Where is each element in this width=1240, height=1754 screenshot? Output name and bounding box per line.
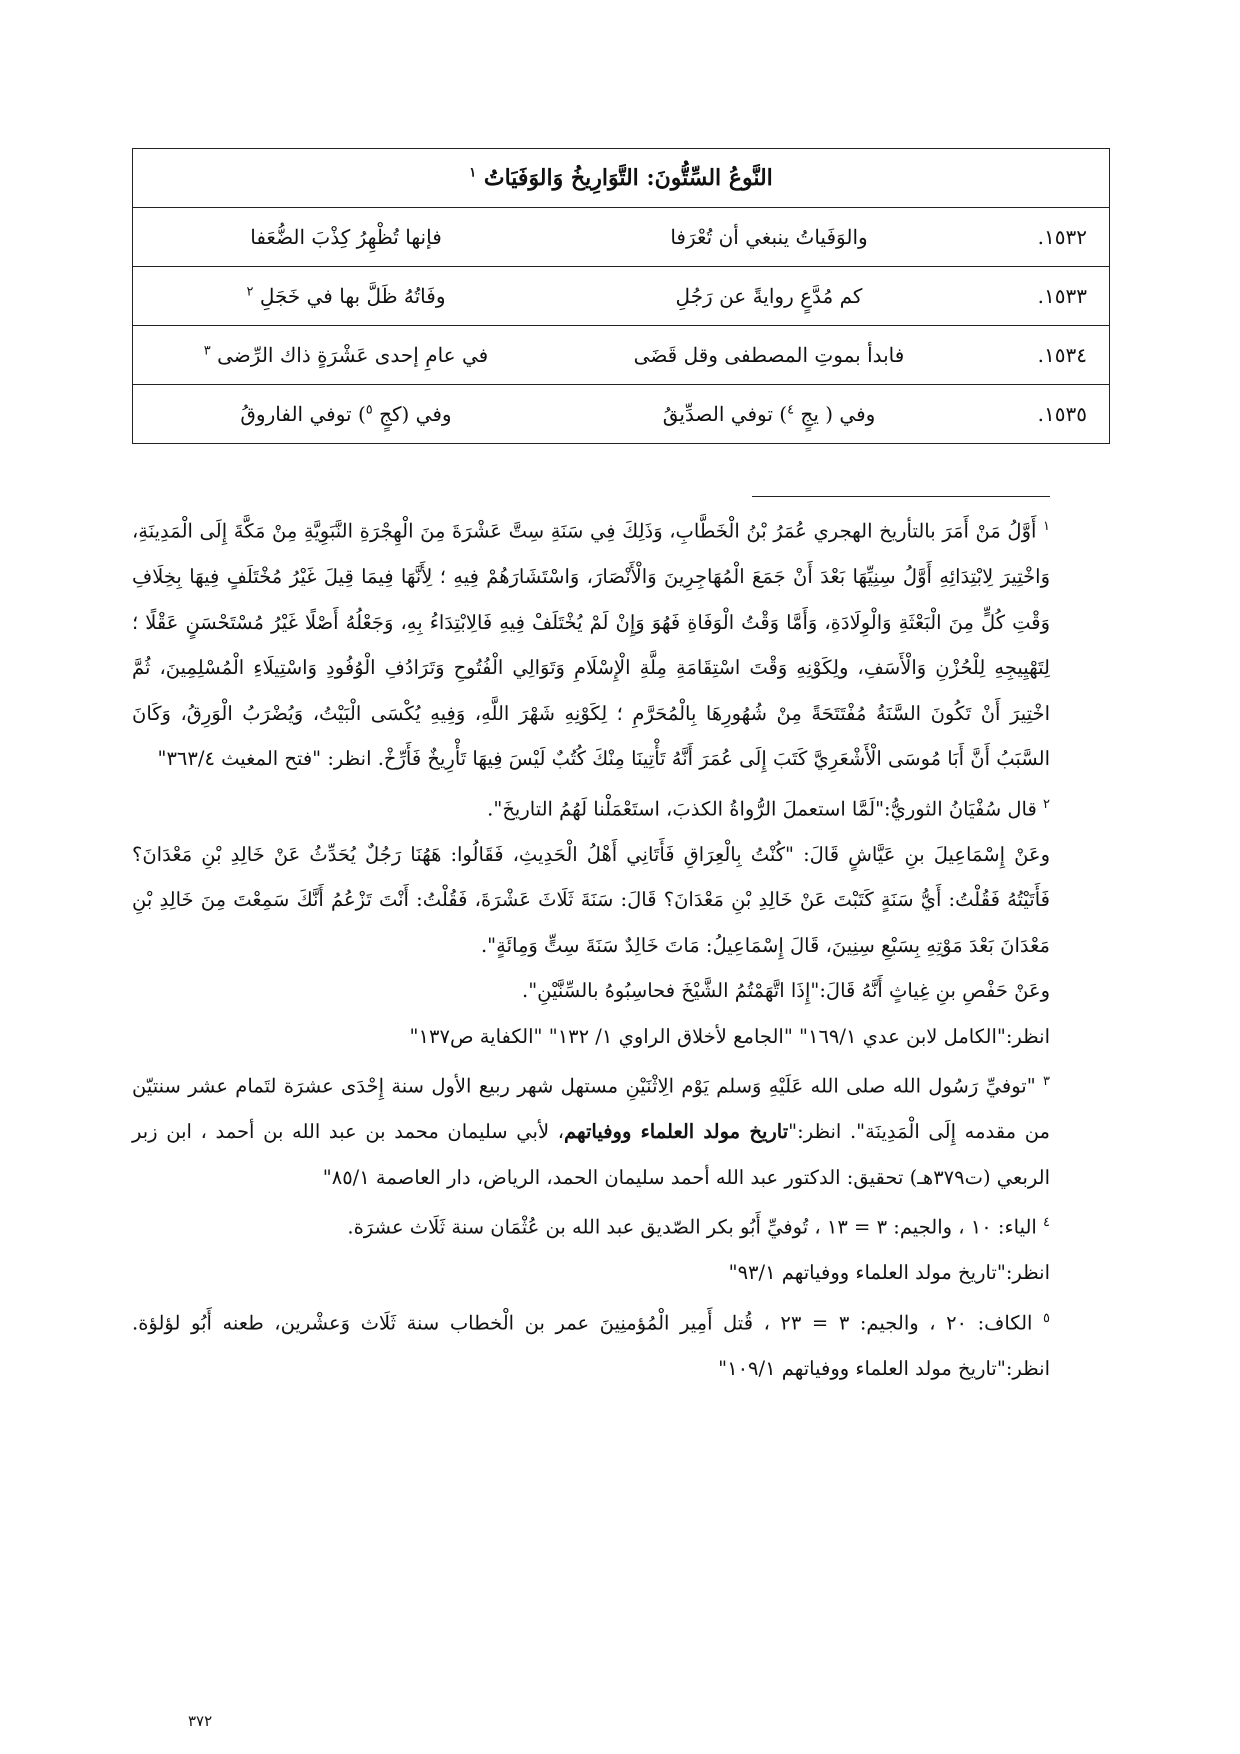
hemistich-part: وفي ( يجٍ (800, 402, 876, 426)
footnote-3 (132, 1059, 1050, 1200)
footnote-separator (752, 496, 1050, 497)
hemistich-part: ) توفي الصدِّيقُ (662, 402, 788, 426)
hemistich-text: وفَاتُهُ ظَلَّ بها في خَجَلِ (259, 284, 446, 308)
footnote-mark: ١ (1043, 519, 1050, 534)
verse-first-hemistich: فابدأ بموتِ المصطفى وقل قَضَى (633, 343, 905, 367)
footnote-text: الياء: ١٠ ، والجيم: ٣ = ١٣ ، تُوفيِّ أَبُو بكر الصّديق عبد الله بن عُثْمَان سنة ثَلَاث عشرَة. (347, 1215, 1037, 1239)
footnote-text: أَوَّلُ مَنْ أَمَرَ بالتأريخ الهجري عُمَرُ بْنُ الْخَطَّابِ، وَذَلِكَ فِي سَنَةِ سِتَّ عَشْرَةَ مِنَ الْهِجْرَةِ النَّبَوِيَّةِ مِنْ مَكَّةَ إِلَى الْمَدِينَةِ، وَاخْتِيرَ لِابْتِدَائِهِ أَوَّلُ سِنِيِّهَا بَعْدَ أَنْ جَمَعَ الْمُهَاجِرِينَ وَالْأَنْصَارَ، وَاسْتَشَارَهُمْ فِيهِ ؛ لِأَنَّهَا فِيمَا قِيلَ غَيْرُ مُخْتَلَفٍ فِيهَا بِخِلَافِ وَقْتِ كُلٍّ مِنَ الْبَعْثَةِ وَالْوِلَادَةِ، وَأَمَّا وَقْتُ الْوَفَاةِ فَهُوَ وَإِنْ لَمْ يُخْتَلَفْ فِيهِ فَالِابْتِدَاءُ بِهِ، وَجَعْلُهُ أَصْلًا غَيْرُ مُسْتَحْسَنٍ عَقْلًا ؛ لِتَهْيِيجِهِ لِلْحُزْنِ وَالْأَسَفِ، ولِكَوْنِهِ وَقْتَ اسْتِقَامَةِ مِلَّةِ الْإِسْلَامِ وَتَوَالِي الْفُتُوحِ وَتَرَادُفِ الْوُفُودِ وَاسْتِيلَاءِ الْمُسْلِمِينَ، ثُمَّ اخْتِيرَ أَنْ تَكُونَ السَّنَةُ مُفْتَتَحَةً مِنْ شُهُورِهَا بِالْمُحَرَّمِ ؛ لِكَوْنِهِ شَهْرَ اللَّهِ، وَفِيهِ يُكْسَى الْبَيْتُ، وَيُضْرَبُ الْوَرِقُ، وَكَانَ السَّبَبُ أَنَّ أَبَا مُوسَى الْأَشْعَرِيَّ كَتَبَ إِلَى عُمَرَ أَنَّهُ تَأْتِينَا مِنْكَ كُتُبٌ لَيْسَ فِيهَا تَأْرِيخٌ فَأَرِّخْ. انظر: "فتح المغيث ٣٦٣/٤" (132, 519, 1050, 770)
verse-first-hemistich (559, 402, 979, 426)
verse-number: ١٥٣٥. (1037, 402, 1087, 426)
hemistich-part: ) توفي الفاروقُ (240, 402, 366, 426)
footnote-text: الكاف: ٢٠ ، والجيم: ٣ = ٢٣ ، قُتل أَمِير الْمُؤمنِينَ عمر بن الْخطاب سنة ثَلَاث وَعشْرين، طعنه أَبُو لؤلؤة. انظر:"تاريخ مولد العلماء ووفياتهم ١٠٩/١" (132, 1311, 1050, 1380)
table-row (133, 385, 1110, 444)
poem-table (132, 148, 1110, 444)
hemistich-text: في عامِ إحدى عَشْرَةٍ ذاك الرِّضى (217, 343, 489, 367)
verse-second-hemistich (133, 343, 559, 367)
footnote-ref: ٢ (246, 284, 254, 300)
footnote-ref: ٥ (365, 402, 373, 418)
footnote-text: قال سُفْيَانُ الثوريُّ:"لَمَّا استعملَ الرُّواةُ الكذبَ، استَعْمَلْنا لَهُمُ التاريخَ". (487, 797, 1037, 820)
footnote-mark: ٢ (1043, 796, 1050, 812)
footnote-2 (132, 782, 1050, 832)
table-heading-row (133, 149, 1110, 208)
footnote-mark: ٣ (1043, 1074, 1050, 1089)
book-title: تاريخ مولد العلماء ووفياتهم (564, 1120, 789, 1143)
footnote-mark: ٤ (1043, 1215, 1050, 1230)
footnote-2-para: وعَنْ حَفْصِ بنِ غِياثٍ أَنَّهُ قَالَ:"إِذَا اتَّهَمْتُمُ الشَّيْخَ فحاسِبُوهُ بالسِّنَّيْنِ". (522, 979, 1050, 1002)
footnote-ref: ٣ (203, 343, 211, 359)
verse-number: ١٥٣٤. (1037, 343, 1087, 367)
heading-footnote-ref: ١ (469, 165, 477, 181)
page-number: ٣٧٢ (188, 1712, 213, 1730)
verse-number: ١٥٣٣. (1037, 284, 1087, 308)
footnotes (132, 504, 1050, 1391)
heading-text: النَّوعُ السِّتُّونَ: التَّوَارِيخُ وَالوَفَيَاتُ (483, 165, 773, 191)
table-row (133, 267, 1110, 326)
footnote-text: "توفيِّ رَسُول الله صلى الله عَلَيْهِ وَسلم يَوْم الِاثْنَيْنِ مستهل شهر ربيع الأول سنة إِحْدَى عشرَة لتَمام عشر سنتيّن من مقدمه إِلَى الْمَدِينَة". انظر:" (132, 1074, 1051, 1143)
table-row (133, 208, 1110, 267)
footnote-5 (132, 1296, 1050, 1392)
hemistich-part: وفي (كجٍ (379, 402, 452, 426)
verse-second-hemistich (133, 402, 559, 426)
footnote-1 (132, 504, 1050, 782)
footnote-mark: ٥ (1043, 1310, 1050, 1326)
footnote-2-para: انظر:"الكامل لابن عدي ١٦٩/١" "الجامع لأخلاق الراوي ١/ ١٣٢" "الكفاية ص١٣٧" (409, 1024, 1050, 1048)
verse-first-hemistich: والوَفَياتُ ينبغي أن تُعْرَفا (670, 225, 868, 249)
section-heading (133, 149, 1110, 208)
verse-first-hemistich: كم مُدَّعٍ روايةً عن رَجُلِ (675, 284, 863, 308)
footnote-text: ، لأبي سليمان محمد بن عبد الله بن أحمد ، ابن زبر الربعي (ت٣٧٩هـ) تحقيق: الدكتور عبد الله أحمد سليمان الحمد، الرياض، دار العاصمة ٨٥/١" (132, 1120, 1050, 1189)
verse-second-hemistich: فإنها تُظْهِرُ كِذْبَ الضُّعَفا (250, 225, 442, 249)
footnote-ref: ٤ (787, 402, 795, 418)
verse-number: ١٥٣٢. (1037, 225, 1087, 249)
verse-second-hemistich (133, 284, 559, 308)
footnote-2-para: وعَنْ إِسْمَاعِيلَ بنِ عَيَّاشٍ قَالَ: "كُنْتُ بِالْعِرَاقِ فَأَتَانِي أَهْلُ الْحَدِيثِ، فَقَالُوا: هَهُنَا رَجُلٌ يُحَدِّثُ عَنْ خَالِدِ بْنِ مَعْدَانَ؟ فَأَتَيْتُهُ فَقُلْتُ: أَيُّ سَنَةٍ كَتَبْتَ عَنْ خَالِدِ بْنِ مَعْدَانَ؟ قَالَ: سَنَةَ ثَلَاثَ عَشْرَةَ، فَقُلْتُ: أَنْتَ تَزْعُمُ أَنَّكَ سَمِعْتَ مِنَ خَالِدِ بْنِ مَعْدَانَ بَعْدَ مَوْتِهِ بِسَبْعِ سِنِينَ، قَالَ إِسْمَاعِيلُ: مَاتَ خَالِدٌ سَنَةَ سِتٍّ وَمِائَةٍ". (132, 842, 1050, 957)
table-row (133, 326, 1110, 385)
footnote-4 (132, 1200, 1050, 1250)
footnote-4-para: انظر:"تاريخ مولد العلماء ووفياتهم ٩٣/١" (728, 1261, 1050, 1284)
